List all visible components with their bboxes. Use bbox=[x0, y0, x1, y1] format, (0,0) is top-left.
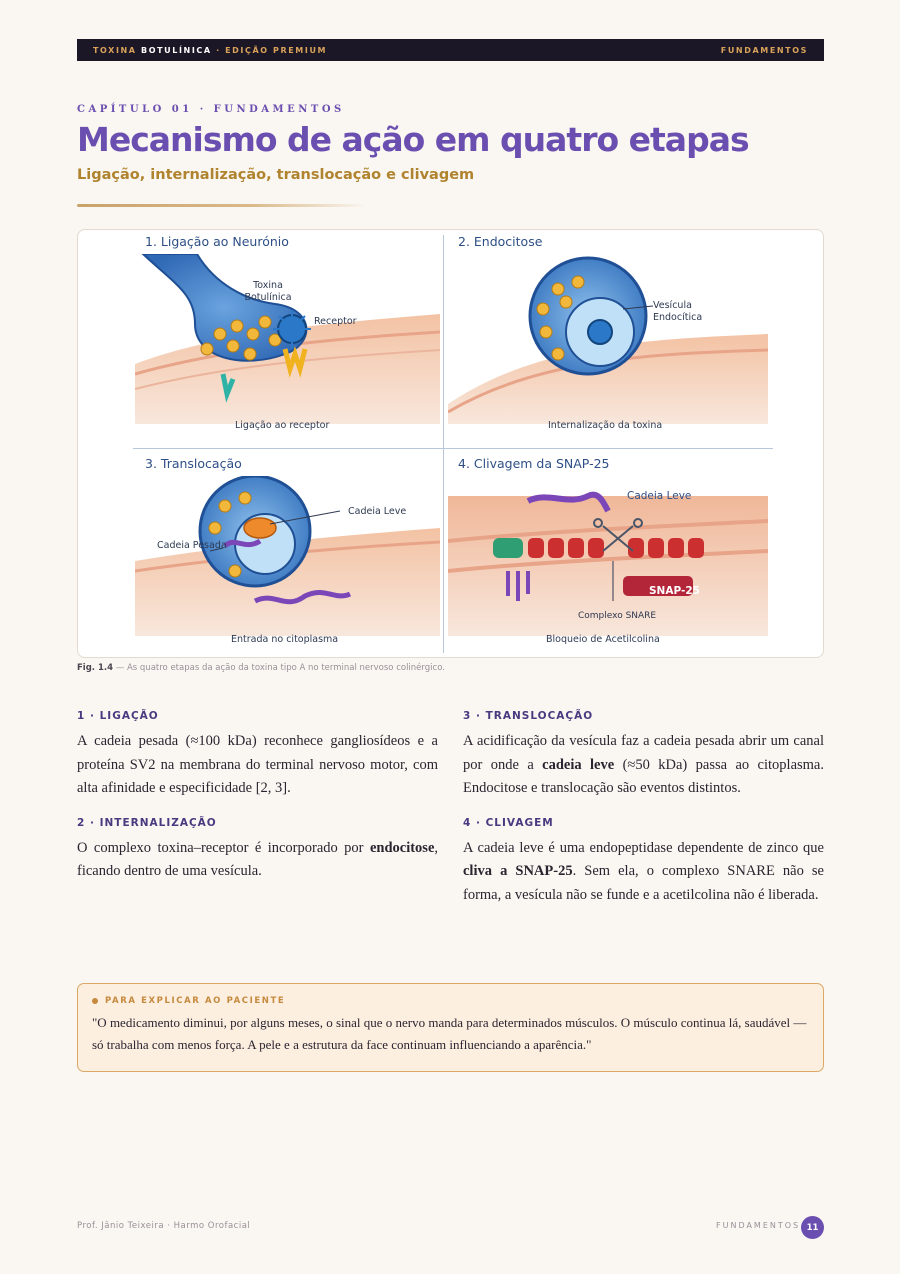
panel-cleavage bbox=[448, 452, 768, 657]
panel-binding bbox=[135, 230, 440, 445]
section-text bbox=[77, 730, 438, 801]
section-text bbox=[463, 837, 824, 908]
header-left bbox=[93, 46, 327, 55]
panel-endocytosis bbox=[448, 230, 768, 445]
header-edition: · EDIÇÃO PREMIUM bbox=[216, 45, 328, 55]
section-heading: 3 · TRANSLOCAÇÃO bbox=[463, 710, 594, 722]
panel-translocation bbox=[135, 452, 440, 657]
figure-caption-text: — As quatro etapas da ação da toxina tipo A no terminal nervoso colinérgico. bbox=[115, 663, 445, 673]
label-snap25: SNAP-25 bbox=[649, 585, 700, 597]
page-number-badge: 11 bbox=[801, 1216, 824, 1239]
footer-author: Prof. Jânio Teixeira · Harmo Orofacial bbox=[77, 1221, 251, 1231]
callout-heading-text: PARA EXPLICAR AO PACIENTE bbox=[105, 996, 286, 1006]
label-light-chain: Cadeia Leve bbox=[348, 506, 407, 517]
section-text-part: A cadeia leve é uma endopeptidase dependente de zinco que bbox=[463, 839, 824, 856]
label-snare-complex: Complexo SNARE bbox=[578, 611, 657, 621]
section-text-bold: cliva a SNAP-25 bbox=[463, 863, 573, 879]
endocytosis-illustration bbox=[448, 254, 768, 424]
figure-number: Fig. 1.4 bbox=[77, 663, 114, 673]
panel-title: 2. Endocitose bbox=[458, 234, 543, 249]
section-text-bold: endocitose bbox=[369, 839, 435, 856]
label-heavy-chain: Cadeia Pesada bbox=[157, 540, 227, 551]
panel-caption: Ligação ao receptor bbox=[235, 420, 330, 431]
footer-section: FUNDAMENTOS bbox=[716, 1221, 801, 1230]
section-text-part: A cadeia pesada (≈100 kDa) reconhece gangliosídeos e a proteína SV2 na membrana do terminal nervoso motor, com alta afinidade e especificidade [2, 3]. bbox=[77, 733, 438, 796]
label-light-chain: Cadeia Leve bbox=[627, 490, 692, 502]
panel-caption: Internalização da toxina bbox=[548, 420, 663, 431]
figure-divider-horizontal bbox=[133, 448, 773, 449]
header-brand-gold: TOXINA bbox=[93, 45, 137, 55]
figure-divider-vertical bbox=[443, 235, 444, 653]
panel-title: 3. Translocação bbox=[145, 456, 242, 471]
header-section: FUNDAMENTOS bbox=[720, 45, 808, 55]
bullet-dot-icon bbox=[92, 998, 98, 1004]
panel-caption: Bloqueio de Acetilcolina bbox=[546, 634, 660, 645]
translocation-illustration bbox=[135, 476, 440, 636]
section-translocation bbox=[463, 710, 824, 801]
section-text-part: A acidificação da vesícula faz a cadeia pesada abrir um canal por onde a bbox=[463, 733, 824, 773]
section-text-part: . Sem ela, o complexo SNARE não se forma, a vesícula não se funde e a acetilcolina não é liberada. bbox=[463, 863, 824, 903]
section-internalization bbox=[77, 817, 438, 884]
panel-title: 1. Ligação ao Neurónio bbox=[145, 234, 289, 249]
section-binding bbox=[77, 710, 438, 801]
section-text bbox=[463, 730, 824, 801]
section-heading: 4 · CLIVAGEM bbox=[463, 816, 554, 829]
page-title: Mecanismo de ação em quatro etapas bbox=[77, 120, 749, 159]
text-column-left bbox=[77, 710, 438, 884]
section-heading: 2 · INTERNALIZAÇÃO bbox=[77, 816, 217, 829]
section-cleavage bbox=[463, 817, 824, 908]
text-column-right bbox=[463, 710, 824, 907]
section-heading: 1 · LIGAÇÃO bbox=[77, 710, 159, 722]
label-toxin: Toxina Botulínica bbox=[244, 280, 292, 303]
section-text bbox=[77, 837, 438, 884]
title-rule bbox=[77, 204, 367, 207]
figure-caption bbox=[77, 663, 445, 673]
callout-heading bbox=[92, 996, 809, 1006]
label-vesicle: Vesícula Endocítica bbox=[653, 300, 703, 323]
section-text-part: (≈50 kDa) passa ao citoplasma. Endocitose e translocação são eventos distintos. bbox=[463, 756, 824, 796]
patient-explanation-callout bbox=[77, 983, 824, 1072]
chapter-label: CAPÍTULO 01 · FUNDAMENTOS bbox=[77, 104, 345, 115]
header-brand-white: BOTULÍNICA bbox=[141, 45, 212, 55]
section-text-bold: cadeia leve bbox=[542, 756, 615, 773]
section-text-part: O complexo toxina–receptor é incorporado por bbox=[77, 839, 370, 856]
section-text-part: , ficando dentro de uma vesícula. bbox=[77, 839, 438, 879]
label-receptor: Receptor bbox=[314, 316, 357, 327]
panel-caption: Entrada no citoplasma bbox=[231, 634, 339, 645]
mechanism-figure bbox=[77, 229, 824, 658]
page-subtitle: Ligação, internalização, translocação e clivagem bbox=[77, 167, 475, 183]
panel-title: 4. Clivagem da SNAP-25 bbox=[458, 456, 610, 471]
running-header bbox=[77, 39, 824, 61]
callout-text: "O medicamento diminui, por alguns meses, o sinal que o nervo manda para determinados músculos. O músculo continua lá, saudável — só trabalha com menos força. A pele e a estrutura da face continuam influenciando a aparência." bbox=[92, 1015, 807, 1052]
